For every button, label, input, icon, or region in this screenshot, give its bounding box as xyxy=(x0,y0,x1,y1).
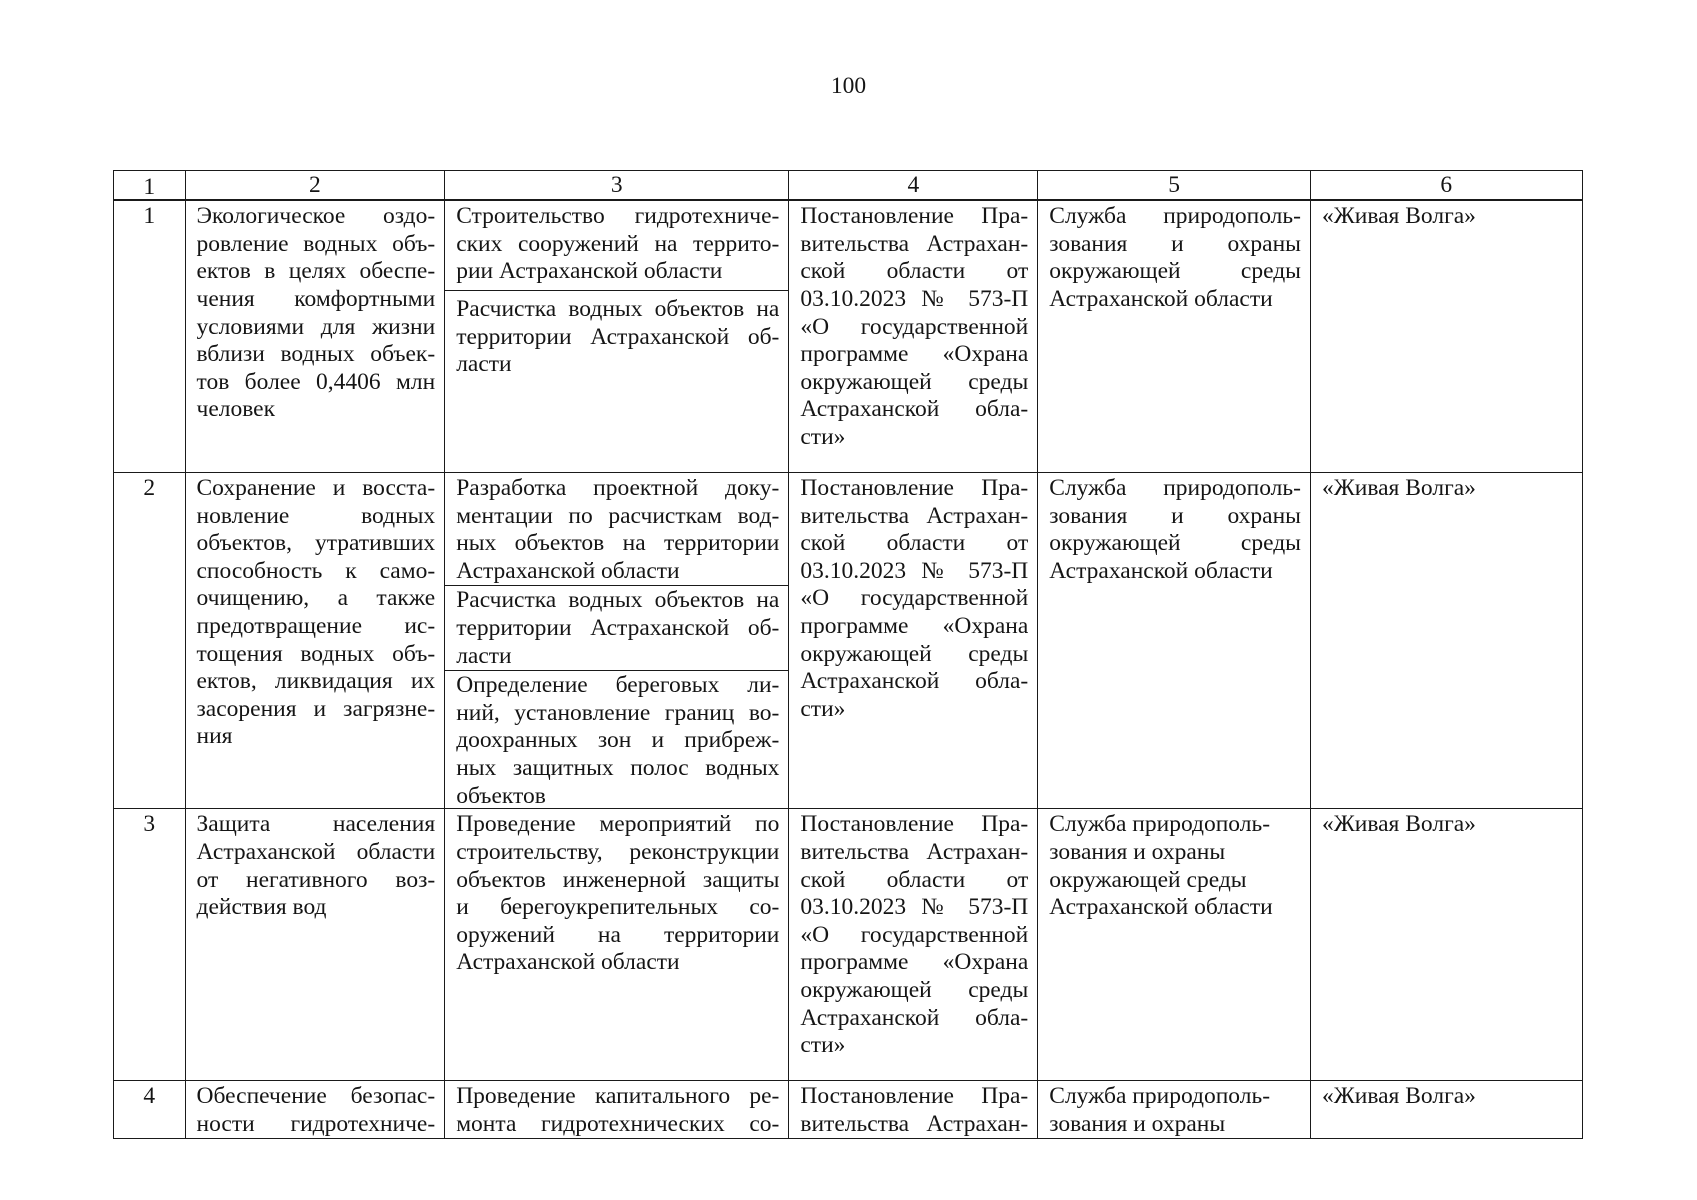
text-line: Астраханской области xyxy=(1049,286,1273,313)
text-line: Астраханской области xyxy=(196,839,436,866)
text-line: ний, установление границ во- xyxy=(456,699,780,726)
text-line: сти» xyxy=(800,1032,846,1059)
sub-cell xyxy=(445,1081,788,1138)
text-line: объектов инженерной защиты xyxy=(456,866,780,893)
column-number-4: 4 xyxy=(789,171,1038,201)
text-line: ровление водных объ- xyxy=(196,230,436,257)
text-line: окружающей среды xyxy=(800,640,1029,667)
text-line: сти» xyxy=(800,695,846,722)
text-line: Расчистка водных объектов на xyxy=(456,587,780,614)
text-line: Строительство гидротехниче- xyxy=(456,203,780,230)
text-line: территории Астраханской об- xyxy=(456,323,780,350)
text-line: ных объектов на территории xyxy=(456,530,780,557)
text-line: ласти xyxy=(456,642,512,669)
text-line: окружающей среды xyxy=(1049,530,1301,557)
text-line: «О государственной xyxy=(800,313,1029,340)
table-cell xyxy=(1038,201,1311,473)
text-line: Служба природополь- xyxy=(1049,203,1301,230)
text-line: рии Астраханской области xyxy=(456,258,723,285)
text-line: тов более 0,4406 млн xyxy=(196,368,436,395)
text-line: человек xyxy=(196,396,276,423)
text-line: Экологическое оздо- xyxy=(196,203,436,230)
text-line: Постановление Пра- xyxy=(800,1083,1029,1110)
text-line: зования и охраны xyxy=(1049,839,1226,866)
text-line: «О государственной xyxy=(800,585,1029,612)
text-line: вительства Астрахан- xyxy=(800,502,1029,529)
text-line: «Живая Волга» xyxy=(1321,1083,1476,1110)
text-line: ектов в целях обеспе- xyxy=(196,258,436,285)
text-line: Проведение капитального ре- xyxy=(456,1083,780,1110)
table-cell xyxy=(1311,201,1583,473)
text-line: Астраханской обла- xyxy=(800,1004,1029,1031)
sub-cell xyxy=(445,290,788,379)
text-line: ности гидротехниче- xyxy=(196,1110,436,1137)
table-cell xyxy=(445,473,789,810)
table-cell xyxy=(186,1081,446,1138)
text-line: Разработка проектной доку- xyxy=(456,474,780,501)
table-cell xyxy=(1038,473,1311,810)
text-line: Определение береговых ли- xyxy=(456,672,780,699)
column-number-1: 1 xyxy=(114,171,186,201)
text-line: объектов, утративших xyxy=(196,530,436,557)
text-line: Астраханской области xyxy=(1049,894,1273,921)
text-line: программе «Охрана xyxy=(800,612,1029,639)
text-line: «Живая Волга» xyxy=(1321,203,1476,230)
text-line: 03.10.2023 № 573-П xyxy=(800,894,1029,921)
text-line: Астраханской области xyxy=(456,557,680,584)
column-number-5: 5 xyxy=(1038,171,1311,201)
text-line: «Живая Волга» xyxy=(1321,474,1476,501)
text-line: зования и охраны xyxy=(1049,502,1301,529)
row-number: 4 xyxy=(114,1081,186,1138)
table-cell xyxy=(186,473,446,810)
text-line: зования и охраны xyxy=(1049,230,1301,257)
row-number: 3 xyxy=(114,809,186,1081)
text-line: новление водных xyxy=(196,502,436,529)
text-line: Защита населения xyxy=(196,811,436,838)
text-line: ласти xyxy=(456,351,512,378)
text-line: доохранных зон и прибреж- xyxy=(456,727,780,754)
table-cell xyxy=(789,201,1038,473)
text-line: предотвращение ис- xyxy=(196,612,436,639)
text-line: ской области от xyxy=(800,258,1029,285)
text-line: засорения и загрязне- xyxy=(196,695,436,722)
sub-cell xyxy=(445,201,788,290)
text-line: монта гидротехнических со- xyxy=(456,1110,780,1137)
text-line: вблизи водных объек- xyxy=(196,341,436,368)
table-cell xyxy=(1311,809,1583,1081)
text-line: действия вод xyxy=(196,894,327,921)
table-cell xyxy=(1038,809,1311,1081)
table-cell xyxy=(445,1081,789,1138)
sub-cell xyxy=(445,585,788,670)
text-line: объектов xyxy=(456,782,546,809)
sub-cell xyxy=(445,473,788,585)
text-line: 03.10.2023 № 573-П xyxy=(800,286,1029,313)
text-line: способность к само- xyxy=(196,557,436,584)
text-line: очищению, а также xyxy=(196,585,436,612)
column-number-2: 2 xyxy=(186,171,446,201)
text-line: программе «Охрана xyxy=(800,949,1029,976)
table-cell xyxy=(445,201,789,473)
table-cell xyxy=(1311,1081,1583,1138)
text-line: условиями для жизни xyxy=(196,313,436,340)
text-line: «О государственной xyxy=(800,921,1029,948)
text-line: Расчистка водных объектов на xyxy=(456,296,780,323)
text-line: ных защитных полос водных xyxy=(456,754,780,781)
text-line: Сохранение и восста- xyxy=(196,474,436,501)
text-line: зования и охраны xyxy=(1049,1110,1226,1137)
text-line: Постановление Пра- xyxy=(800,474,1029,501)
text-line: Постановление Пра- xyxy=(800,811,1029,838)
table-cell xyxy=(789,473,1038,810)
table-cell xyxy=(1038,1081,1311,1138)
table-cell xyxy=(789,1081,1038,1138)
text-line: тощения водных объ- xyxy=(196,640,436,667)
text-line: «Живая Волга» xyxy=(1321,811,1476,838)
text-line: программе «Охрана xyxy=(800,341,1029,368)
text-line: Астраханской области xyxy=(1049,557,1273,584)
table-cell xyxy=(186,809,446,1081)
text-line: Астраханской обла- xyxy=(800,396,1029,423)
text-line: чения комфортными xyxy=(196,286,436,313)
column-number-3: 3 xyxy=(445,171,789,201)
text-line: окружающей среды xyxy=(800,368,1029,395)
table-cell xyxy=(445,809,789,1081)
text-line: окружающей среды xyxy=(800,977,1029,1004)
text-line: Обеспечение безопас- xyxy=(196,1083,436,1110)
text-line: ской области от xyxy=(800,866,1029,893)
text-line: и берегоукрепительных со- xyxy=(456,894,780,921)
text-line: Постановление Пра- xyxy=(800,203,1029,230)
row-number: 2 xyxy=(114,473,186,810)
sub-cell xyxy=(445,809,788,977)
text-line: вительства Астрахан- xyxy=(800,839,1029,866)
text-line: ских сооружений на террито- xyxy=(456,230,780,257)
text-line: окружающей среды xyxy=(1049,258,1301,285)
page-number: 100 xyxy=(830,73,867,99)
text-line: Служба природополь- xyxy=(1049,811,1271,838)
text-line: ектов, ликвидация их xyxy=(196,668,436,695)
text-line: Служба природополь- xyxy=(1049,474,1301,501)
text-line: ния xyxy=(196,723,233,750)
text-line: ментации по расчисткам вод- xyxy=(456,502,780,529)
text-line: окружающей среды xyxy=(1049,866,1247,893)
text-line: Астраханской обла- xyxy=(800,668,1029,695)
table-cell xyxy=(186,201,446,473)
text-line: Проведение мероприятий по xyxy=(456,811,780,838)
sub-cell xyxy=(445,670,788,809)
text-line: вительства Астрахан- xyxy=(800,230,1029,257)
text-line: 03.10.2023 № 573-П xyxy=(800,557,1029,584)
data-table xyxy=(113,170,1583,1139)
text-line: Астраханской области xyxy=(456,949,680,976)
text-line: Служба природополь- xyxy=(1049,1083,1271,1110)
text-line: строительству, реконструкции xyxy=(456,839,780,866)
row-number: 1 xyxy=(114,201,186,473)
text-line: вительства Астрахан- xyxy=(800,1110,1029,1137)
text-line: ской области от xyxy=(800,530,1029,557)
text-line: территории Астраханской об- xyxy=(456,614,780,641)
text-line: сти» xyxy=(800,424,846,451)
table-cell xyxy=(1311,473,1583,810)
text-line: от негативного воз- xyxy=(196,866,436,893)
column-number-6: 6 xyxy=(1311,171,1583,201)
table-cell xyxy=(789,809,1038,1081)
text-line: оружений на территории xyxy=(456,921,780,948)
